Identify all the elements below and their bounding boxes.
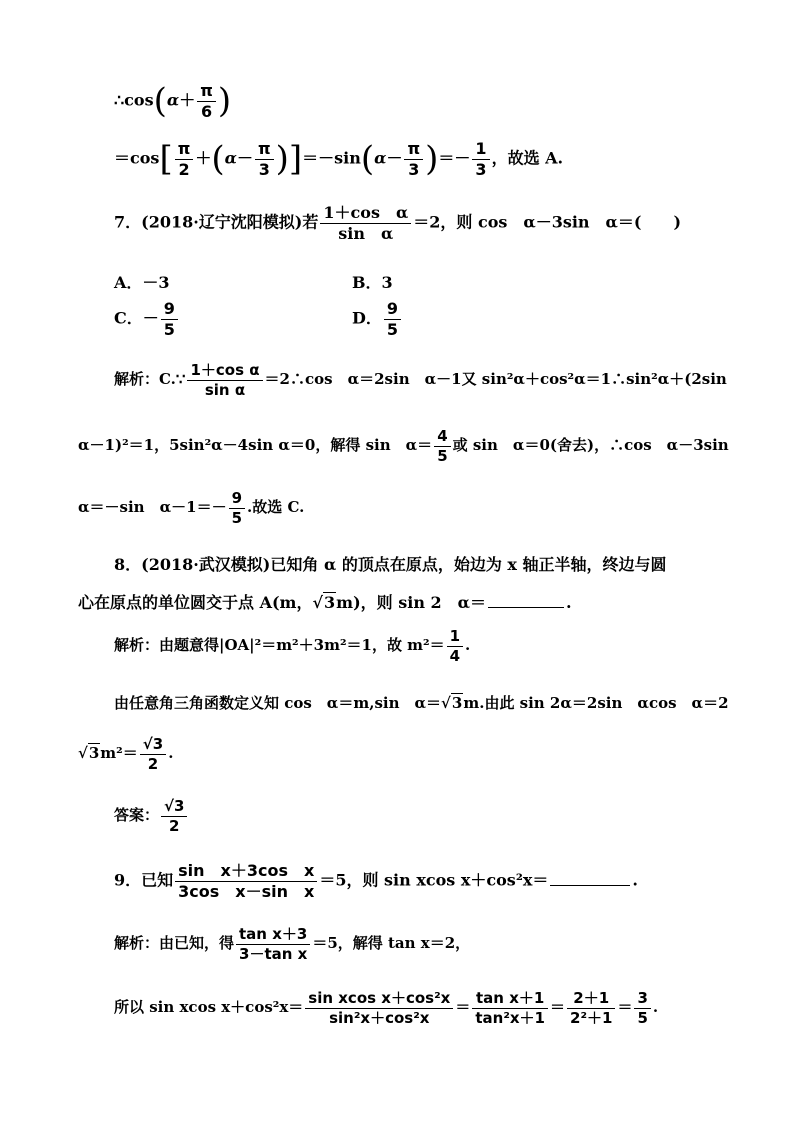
option-b-text: B．3 [352, 273, 393, 292]
frac-num: √3 [161, 798, 187, 817]
frac-num: 9 [161, 300, 178, 320]
q8-answer [114, 798, 189, 834]
frac-num: √3 [140, 736, 166, 755]
sqrt-3: 3 [324, 593, 336, 612]
frac-den: 3 [408, 159, 420, 179]
pi-over-2-fraction [175, 140, 194, 178]
frac-den: tan²x＋1 [475, 1008, 545, 1027]
frac-den: 3－tan x [239, 944, 308, 963]
period: . [652, 998, 659, 1016]
frac-den: 4 [449, 646, 461, 665]
period: . [565, 593, 572, 612]
sol-text: ＝5，解得 tan x＝2， [312, 934, 471, 952]
frac-den: 2²＋1 [570, 1008, 613, 1027]
option-c-fraction [161, 300, 178, 338]
ratio-fraction-4 [634, 990, 650, 1026]
question-8-line-1 [114, 552, 667, 575]
sol-text: 所以 sin xcos x＋cos²x＝ [114, 998, 304, 1016]
frac-num: 9 [229, 490, 245, 509]
right-bracket: ] [288, 139, 303, 180]
question-9 [114, 862, 638, 900]
ratio-fraction-1 [305, 990, 453, 1026]
q7-solution-line-3 [78, 490, 304, 526]
left-paren: ( [360, 139, 375, 180]
q7-solution-line-2 [78, 428, 729, 464]
answer-label: 答案： [114, 806, 160, 824]
equals: ＝ [455, 998, 471, 1016]
alpha-symbol: α [374, 148, 387, 168]
option-d-label: D． [352, 308, 382, 328]
frac-num: 1＋cos α [187, 362, 262, 381]
sqrt-3: 3 [451, 694, 463, 712]
left-bracket: [ [159, 139, 173, 180]
sol-text: m²＝ [100, 744, 138, 762]
right-paren: ) [275, 139, 289, 180]
alpha-symbol: α [166, 90, 180, 110]
frac-num: π [175, 140, 194, 160]
sol-text: 由任意角三角函数定义知 cos α＝m,sin α＝ [114, 694, 442, 712]
q7-option-c [114, 300, 180, 338]
ratio-fraction-2 [472, 990, 548, 1026]
frac-num: 9 [384, 300, 401, 320]
frac-num: π [255, 140, 274, 160]
frac-den: 5 [163, 319, 175, 339]
q9-solution-line-2: 所以 sin xcos x＋cos²x＝ $\frac{\text{sin xcos x＋cos²x}}{\text{sin²x＋cos²x}}$ ＝ $\frac{\text{tan x＋1}}{\text{tan²x＋1}}$ ＝ $\frac{2+1}{\text{2²＋1}}$ ＝ $\frac{3}{5}$ . [114, 989, 659, 1027]
one-quarter-fraction [447, 628, 463, 664]
eq-cos: ＝cos [114, 148, 160, 168]
q9-answer-blank[interactable] [550, 871, 630, 886]
left-paren: ( [153, 81, 167, 122]
frac-den: 2 [178, 159, 190, 179]
frac-den: 3cos x－sin x [178, 881, 315, 901]
sol-text: 或 sin α＝0(舍去)，∴cos α－3sin [452, 436, 729, 454]
q9-text: 9．已知 [114, 870, 174, 890]
eq-neg: ＝－ [438, 148, 471, 168]
frac-num: 1 [472, 140, 489, 160]
q7-condition-fraction [320, 204, 411, 242]
frac-den: 5 [386, 319, 399, 339]
frac-num: sin x＋3cos x [175, 862, 317, 882]
frac-num: sin xcos x＋cos²x [305, 990, 453, 1009]
right-paren: ) [217, 81, 232, 122]
q7-suffix: ＝2，则 cos α－3sin α＝( ) [413, 212, 682, 232]
q8-text: 8．(2018·武汉模拟)已知角 α 的顶点在原点，始边为 x 轴正半轴，终边与圆 [114, 555, 667, 574]
pi-over-3-fraction [255, 140, 274, 178]
q8-answer-blank[interactable] [488, 593, 564, 608]
frac-den: 6 [200, 101, 213, 121]
ratio-fraction-3 [567, 990, 615, 1026]
pi-over-6-fraction [197, 82, 216, 120]
frac-den: 2 [147, 754, 159, 773]
frac-den: sin α [338, 223, 394, 243]
q8-solution-line-3: √3m²＝ $\frac{√3}{2}$ . [78, 735, 174, 773]
left-paren: ( [211, 139, 225, 180]
eq-neg-sin: ＝－sin [302, 148, 361, 168]
q8-text: m)，则 sin 2 α＝ [336, 593, 486, 612]
frac-den: sin α [204, 380, 246, 399]
frac-den: 5 [231, 508, 243, 527]
q8-solution-line-1: 解析：由题意得|OA|²＝m²＋3m²＝1，故 m²＝ $\frac{1}{4}$ . [114, 627, 471, 665]
frac-den: 2 [169, 816, 180, 835]
sol-text: α－1)²＝1，5sin²α－4sin α＝0，解得 sin α＝ [78, 436, 433, 454]
tan-fraction [236, 926, 310, 962]
sol-fraction [187, 362, 262, 398]
frac-den: 3 [475, 159, 487, 179]
alpha-symbol: α [224, 148, 237, 168]
period: . [632, 870, 638, 890]
four-fifths-fraction [434, 428, 450, 464]
frac-num: 1＋cos α [320, 204, 411, 224]
frac-num: π [197, 82, 216, 102]
q9-text: ＝5，则 sin xcos x＋cos²x＝ [319, 870, 549, 890]
choose-a-text: ，故选 A. [491, 148, 564, 168]
answer-fraction [161, 798, 187, 834]
frac-num: 1 [447, 628, 463, 647]
sol-prefix: 解析：C.∵ [114, 370, 186, 388]
sol-text: .故选 C. [247, 498, 305, 516]
question-7-stem [114, 204, 681, 242]
q7-solution-line-1 [114, 362, 727, 398]
right-paren: ) [425, 139, 439, 180]
q8-text: 心在原点的单位圆交于点 A(m， [78, 593, 313, 612]
frac-num: tan x＋1 [472, 990, 548, 1009]
sol-text: m.由此 sin 2α＝2sin αcos α＝2 [463, 694, 729, 712]
sol-text: 解析：由题意得|OA|²＝m²＋3m²＝1，故 m²＝ [114, 636, 445, 654]
frac-num: 2＋1 [567, 990, 615, 1009]
question-8-line-2: 心在原点的单位圆交于点 A(m，√3m)，则 sin 2 α＝ . [78, 593, 572, 612]
sol-text: 解析：由已知，得 [114, 934, 235, 952]
sqrt-3: 3 [88, 744, 100, 762]
frac-num: 3 [634, 990, 650, 1009]
period: . [168, 744, 174, 762]
one-third-fraction [472, 140, 489, 178]
pi-over-3-fraction-b [404, 140, 423, 178]
q7-option-b [352, 270, 393, 293]
q9-fraction [175, 862, 317, 900]
q7-option-a [114, 270, 170, 293]
frac-den: 5 [637, 1008, 648, 1027]
frac-num: π [404, 140, 423, 160]
option-d-fraction [384, 300, 401, 338]
q7-prefix: 7．(2018·辽宁沈阳模拟)若 [114, 212, 319, 232]
frac-den: 3 [258, 159, 270, 179]
frac-num: tan x＋3 [236, 926, 310, 945]
plus-sign: ＋ [195, 148, 212, 168]
q9-solution-line-1 [114, 926, 470, 962]
therefore-cos: ∴cos [114, 90, 154, 110]
q8-solution-line-2: 由任意角三角函数定义知 cos α＝m,sin α＝√3m.由此 sin 2α＝2sin αcos α＝2 [114, 694, 729, 712]
continued-solution-line-2: ＝cos[ $\frac{\pi}{2}$ ＋(α－ $\frac{\pi}{3}$ )]＝－sin(α－ $\frac{\pi}{3}$ )＝－ $\frac{1}{3}$ ，故选 A. [114, 139, 564, 180]
option-c-label: C．－ [114, 308, 159, 328]
option-a-text: A．－3 [114, 273, 170, 292]
sol-text: ＝2∴cos α＝2sin α－1又 sin²α＋cos²α＝1∴sin²α＋(2sin [264, 370, 727, 388]
frac-den: 5 [437, 446, 448, 465]
continued-solution-line-1: ∴cos(α＋ $\frac{\pi}{6}$ ) [114, 81, 232, 122]
sqrt3-over-2-fraction [140, 736, 166, 772]
nine-fifths-fraction [229, 490, 245, 526]
frac-den: sin²x＋cos²x [329, 1008, 430, 1027]
q7-option-d [352, 300, 403, 338]
frac-num: 4 [434, 428, 450, 447]
sol-text: α＝－sin α－1＝－ [78, 498, 227, 516]
